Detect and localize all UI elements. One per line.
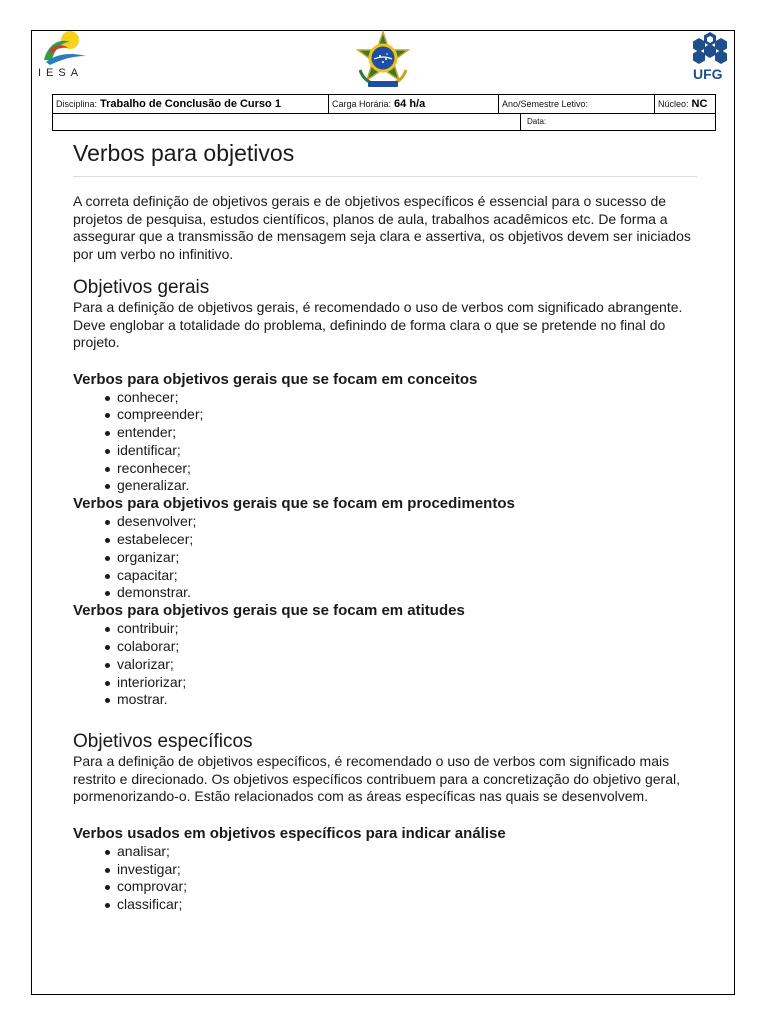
group-heading-atitudes: Verbos para objetivos gerais que se focam em atitudes <box>73 602 465 620</box>
carga-horaria-value: 64 h/a <box>394 98 426 110</box>
page-title: Verbos para objetivos <box>73 135 697 177</box>
disciplina-cell <box>53 95 329 113</box>
section-heading-gerais: Objetivos gerais <box>73 277 210 298</box>
list-item: conhecer; <box>117 389 697 407</box>
verb-list-analise <box>73 843 697 914</box>
list-item: reconhecer; <box>117 460 697 478</box>
list-item: interiorizar; <box>117 674 697 692</box>
especificos-paragraph: Para a definição de objetivos específicos, é recomendado o uso de verbos com significado mais restrito e direcionado. Os objetivos específicos contribuem para a concretização do objetivo geral, pormenorizando-o. Estão relacionados com as áreas específicas nas quais se desenvolvem. <box>73 753 680 805</box>
document-body <box>73 135 697 914</box>
data-label: Data: <box>527 117 547 126</box>
list-item: entender; <box>117 424 697 442</box>
data-cell <box>521 113 717 130</box>
list-item: contribuir; <box>117 620 697 638</box>
list-item: analisar; <box>117 843 697 861</box>
blank-cell <box>53 113 521 130</box>
verb-list-procedimentos <box>73 513 697 602</box>
list-item: colaborar; <box>117 638 697 656</box>
info-row <box>53 95 715 114</box>
nucleo-value: NC <box>691 98 708 110</box>
list-item: comprovar; <box>117 878 697 896</box>
ufg-logo-icon <box>688 30 734 66</box>
verb-list-atitudes <box>73 620 697 709</box>
nucleo-cell <box>655 95 717 113</box>
list-item: mostrar. <box>117 691 697 709</box>
carga-horaria-label: Carga Horária: <box>332 99 392 109</box>
list-item: classificar; <box>117 896 697 914</box>
list-item: capacitar; <box>117 567 697 585</box>
section-heading-especificos: Objetivos específicos <box>73 731 253 753</box>
nucleo-label: Núcleo: <box>658 99 689 109</box>
ano-semestre-cell <box>499 95 655 113</box>
ufg-logo-text: UFG <box>693 66 723 82</box>
list-item: valorizar; <box>117 656 697 674</box>
ufg-logo <box>688 30 734 84</box>
group-heading-conceitos: Verbos para objetivos gerais que se focam em conceitos <box>73 370 478 388</box>
info-row <box>53 113 715 130</box>
list-item: identificar; <box>117 442 697 460</box>
list-item: demonstrar. <box>117 584 697 602</box>
list-item: investigar; <box>117 861 697 879</box>
iesa-logo-text: IESA <box>38 67 84 79</box>
carga-horaria-cell <box>329 95 499 113</box>
disciplina-value: Trabalho de Conclusão de Curso 1 <box>100 98 281 110</box>
group-heading-procedimentos: Verbos para objetivos gerais que se focam em procedimentos <box>73 495 515 513</box>
course-info-table <box>52 94 716 131</box>
ano-semestre-label: Ano/Semestre Letivo: <box>502 99 589 109</box>
list-item: desenvolver; <box>117 513 697 531</box>
verb-list-conceitos <box>73 389 697 496</box>
iesa-logo-icon <box>40 30 88 66</box>
gerais-paragraph: Para a definição de objetivos gerais, é recomendado o uso de verbos com significado abrangente. Deve englobar a totalidade do problema, definindo de forma clara o que se pretende no final do projeto. <box>73 299 683 350</box>
intro-paragraph: A correta definição de objetivos gerais e de objetivos específicos é essencial para o sucesso de projetos de pesquisa, estudos científicos, planos de aula, trabalhos acadêmicos etc. De forma a assegurar que a transmissão de mensagem seja clara e assertiva, os objetivos devem ser iniciados por um verbo no infinitivo. <box>73 193 691 262</box>
brazil-coat-of-arms-icon <box>354 30 412 90</box>
group-heading-analise: Verbos usados em objetivos específicos para indicar análise <box>73 824 506 842</box>
list-item: generalizar. <box>117 477 697 495</box>
iesa-logo <box>38 30 92 82</box>
list-item: estabelecer; <box>117 531 697 549</box>
list-item: compreender; <box>117 406 697 424</box>
list-item: organizar; <box>117 549 697 567</box>
disciplina-label: Disciplina: <box>56 99 98 109</box>
